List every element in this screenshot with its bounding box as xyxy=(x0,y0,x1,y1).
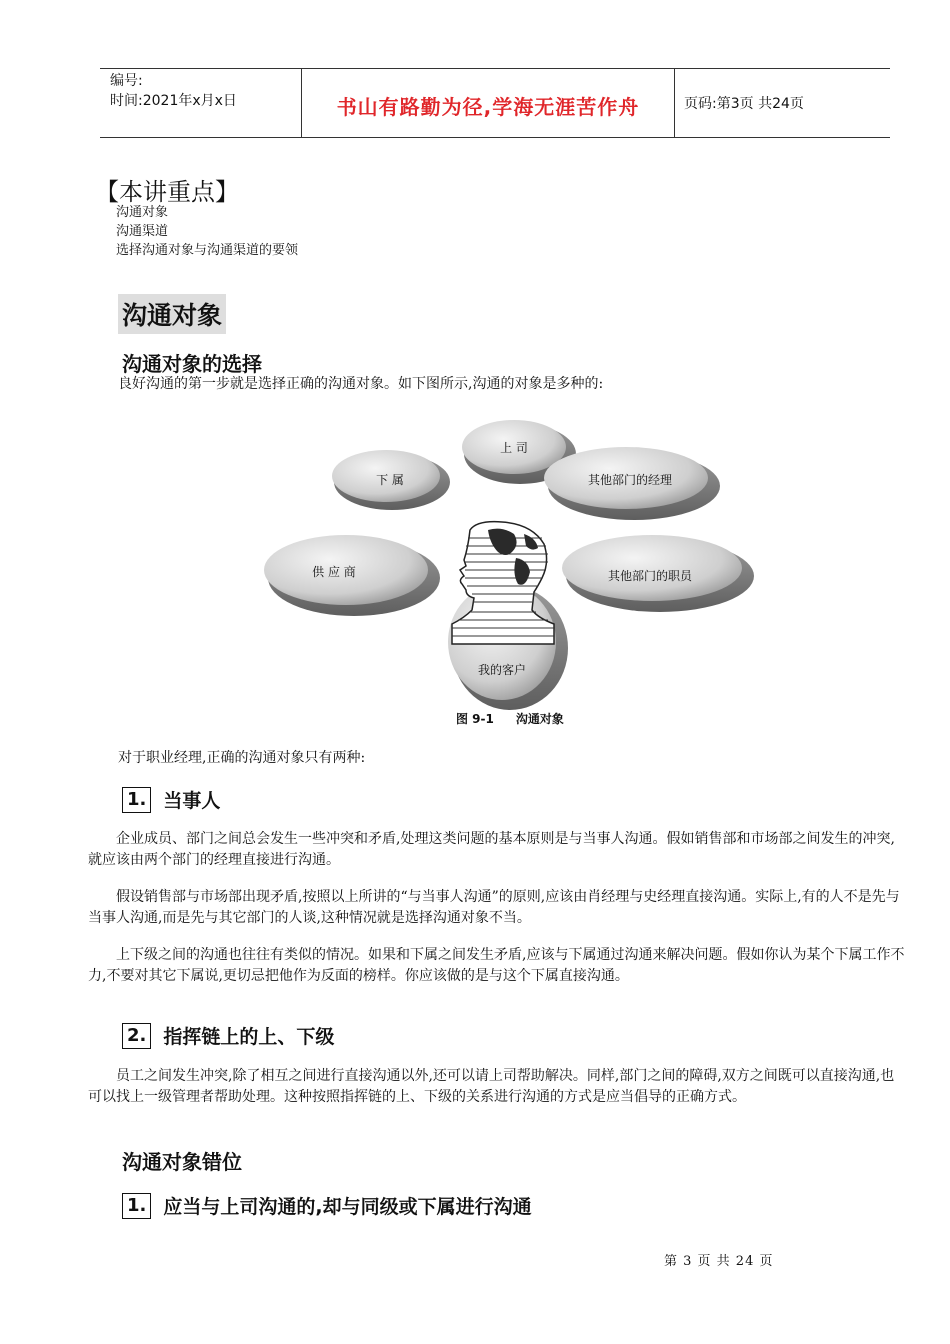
key-point-item: 选择沟通对象与沟通渠道的要领 xyxy=(116,243,299,258)
label-boss: 上 司 xyxy=(500,441,528,455)
figure-title: 沟通对象 xyxy=(515,712,564,726)
key-points-title: 【本讲重点】 xyxy=(95,178,239,206)
paragraph: 假设销售部与市场部出现矛盾,按照以上所讲的“与当事人沟通”的原则,应该由肖经理与史经理直接沟通。实际上,有的人不是先与当事人沟通,而是先与其它部门的人谈,这种情况就是选择沟通对象不当。 xyxy=(88,889,900,926)
point-number: 2. xyxy=(122,1023,151,1049)
paragraph: 员工之间发生冲突,除了相互之间进行直接沟通以外,还可以请上司帮助解决。同样,部门之间的障碍,双方之间既可以直接沟通,也可以找上一级管理者帮助处理。这种按照指挥链的上、下级的关系进行沟通的方式是应当倡导的正确方式。 xyxy=(88,1068,895,1105)
header-number: 编号: xyxy=(110,73,143,89)
communication-targets-diagram xyxy=(262,412,782,712)
figure-caption xyxy=(456,710,586,727)
head-silhouette-icon xyxy=(452,522,554,644)
after-figure-text: 对于职业经理,正确的沟通对象只有两种: xyxy=(118,750,366,766)
key-point-item: 沟通渠道 xyxy=(116,224,169,239)
point-number: 1. xyxy=(122,1193,151,1219)
oval-other-dept-staff xyxy=(562,535,754,612)
point-heading xyxy=(122,1192,532,1219)
section-title: 沟通对象 xyxy=(118,294,226,334)
key-point-item: 沟通对象 xyxy=(116,205,169,220)
paragraph: 上下级之间的沟通也往往有类似的情况。如果和下属之间发生矛盾,应该与下属通过沟通来解决问题。假如你认为某个下属工作不力,不要对其它下属说,更切忌把他作为反面的榜样。你应该做的是与这个下属直接沟通。 xyxy=(88,947,905,984)
intro-paragraph: 良好沟通的第一步就是选择正确的沟通对象。如下图所示,沟通的对象是多种的: xyxy=(118,376,604,392)
header-divider xyxy=(674,69,675,137)
page-footer: 第 3 页 共 24 页 xyxy=(664,1254,774,1269)
oval-supplier xyxy=(264,535,440,616)
label-my-customer: 我的客户 xyxy=(477,663,527,677)
oval-subordinate xyxy=(332,450,450,510)
header-time: 时间:2021年x月x日 xyxy=(110,93,237,109)
label-subordinate: 下 属 xyxy=(376,473,404,487)
label-supplier: 供 应 商 xyxy=(312,565,356,579)
point-title: 指挥链上的上、下级 xyxy=(163,1026,335,1048)
label-other-dept-manager: 其他部门的经理 xyxy=(587,473,673,487)
point-title: 当事人 xyxy=(163,790,221,812)
point-heading xyxy=(122,786,220,813)
paragraph: 企业成员、部门之间总会发生一些冲突和矛盾,处理这类问题的基本原则是与当事人沟通。假如销售部和市场部之间发生的冲突,就应该由两个部门的经理直接进行沟通。 xyxy=(88,831,895,868)
subsection-title: 沟通对象错位 xyxy=(122,1150,242,1174)
oval-other-dept-manager xyxy=(544,447,720,520)
page-header xyxy=(100,68,890,138)
header-page-number: 页码:第3页 共24页 xyxy=(684,96,804,112)
header-meta xyxy=(110,71,237,111)
point-heading xyxy=(122,1022,334,1049)
figure-number: 图 9-1 xyxy=(456,712,494,726)
label-other-dept-staff: 其他部门的职员 xyxy=(607,569,693,583)
point-title: 应当与上司沟通的,却与同级或下属进行沟通 xyxy=(163,1196,532,1218)
point-number: 1. xyxy=(122,787,151,813)
subsection-title: 沟通对象的选择 xyxy=(122,352,262,376)
header-motto: 书山有路勤为径,学海无涯苦作舟 xyxy=(336,95,640,119)
